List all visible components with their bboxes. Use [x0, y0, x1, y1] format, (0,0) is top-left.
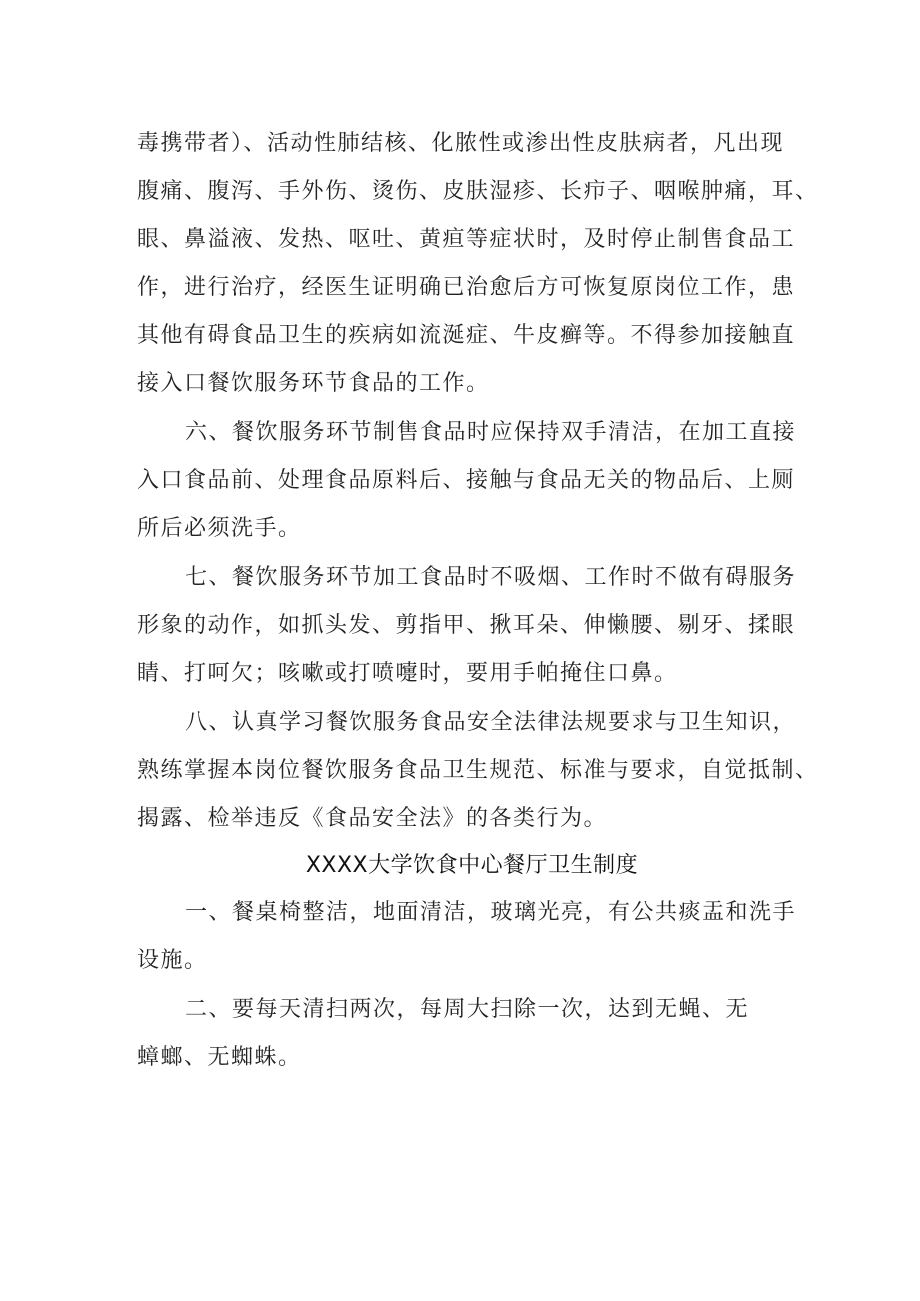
text-line: 接入口餐饮服务环节食品的工作。: [137, 371, 490, 396]
text-line: 七、餐饮服务环节加工食品时不吸烟、工作时不做有碍服务: [185, 565, 797, 590]
text-line: 揭露、检举违反《食品安全法》的各类行为。: [137, 806, 608, 831]
text-line: 八、认真学习餐饮服务食品安全法律法规要求与卫生知识，: [185, 710, 797, 735]
text-line: 作，进行治疗，经医生证明确已治愈后方可恢复原岗位工作，患: [137, 275, 796, 300]
text-line: 所后必须洗手。: [137, 516, 302, 541]
paragraph-rule-7: [137, 554, 807, 698]
paragraph-rule-8: [137, 699, 819, 843]
paragraph-section-rule-2: [137, 986, 807, 1082]
text-line: 毒携带者）、活动性肺结核、化脓性或渗出性皮肤病者，凡出现: [137, 131, 785, 156]
text-line: 熟练掌握本岗位餐饮服务食品卫生规范、标准与要求，自觉抵制、: [137, 758, 819, 783]
paragraph-section-rule-1: [137, 889, 807, 985]
text-line: 二、要每天清扫两次，每周大扫除一次，达到无蝇、无: [185, 997, 750, 1022]
document-page: [137, 120, 819, 1082]
text-line: 睛、打呵欠；咳嗽或打喷嚏时，要用手帕掩住口鼻。: [137, 661, 678, 686]
text-line: 一、餐桌椅整洁，地面清洁，玻璃光亮，有公共痰盂和洗手: [185, 900, 797, 925]
section-title: XXXX大学饮食中心餐厅卫生制度: [305, 853, 639, 878]
text-line: 眼、鼻溢液、发热、呕吐、黄疸等症状时，及时停止制售食品工: [137, 227, 796, 252]
text-line: 形象的动作，如抓头发、剪指甲、揪耳朵、伸懒腰、剔牙、揉眼: [137, 613, 796, 638]
paragraph-rule-6: [137, 409, 807, 553]
text-line: 设施。: [137, 948, 208, 973]
text-line: 其他有碍食品卫生的疾病如流涎症、牛皮癣等。不得参加接触直: [137, 323, 796, 348]
text-line: 入口食品前、处理食品原料后、接触与食品无关的物品后、上厕: [137, 468, 796, 493]
text-line: 腹痛、腹泻、手外伤、烫伤、皮肤湿疹、长疖子、咽喉肿痛，耳、: [137, 179, 819, 204]
text-line: 六、餐饮服务环节制售食品时应保持双手清洁，在加工直接: [185, 420, 797, 445]
paragraph-health-conditions: [137, 120, 819, 408]
text-line: 蟑螂、无蜘蛛。: [137, 1045, 302, 1070]
